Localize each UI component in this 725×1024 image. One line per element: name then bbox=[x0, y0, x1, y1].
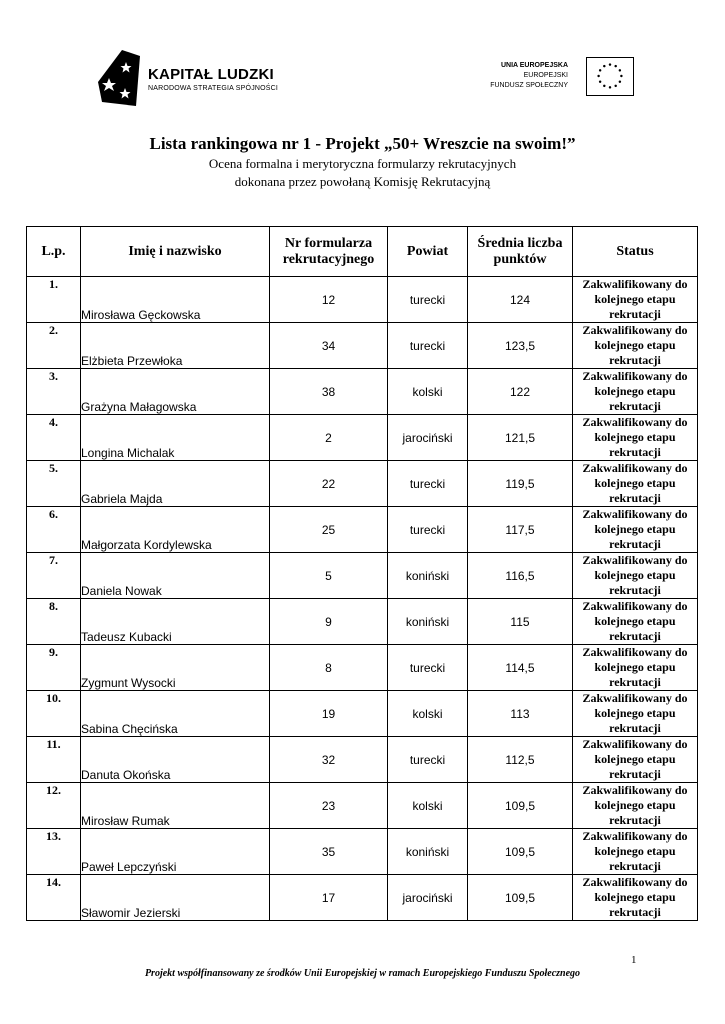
row-average-score: 119,5 bbox=[468, 461, 573, 507]
row-average-score: 109,5 bbox=[468, 875, 573, 921]
header-form-number: Nr formularza rekrutacyjnego bbox=[270, 227, 388, 277]
eu-line-1: UNIA EUROPEJSKA bbox=[500, 62, 568, 69]
row-powiat: turecki bbox=[388, 323, 468, 369]
row-name: Sławomir Jezierski bbox=[81, 875, 270, 921]
header-average-score: Średnia liczba punktów bbox=[468, 227, 573, 277]
kapital-ludzki-tagline: NARODOWA STRATEGIA SPÓJNOŚCI bbox=[148, 85, 279, 92]
row-lp: 7. bbox=[27, 553, 81, 599]
row-name: Małgorzata Kordylewska bbox=[81, 507, 270, 553]
row-lp: 10. bbox=[27, 691, 81, 737]
row-lp: 5. bbox=[27, 461, 81, 507]
eu-line-2: EUROPEJSKI bbox=[523, 72, 568, 79]
row-name: Gabriela Majda bbox=[81, 461, 270, 507]
row-powiat: koniński bbox=[388, 599, 468, 645]
row-powiat: koniński bbox=[388, 553, 468, 599]
row-powiat: koniński bbox=[388, 829, 468, 875]
row-status: Zakwalifikowany do kolejnego etapu rekrutacji bbox=[573, 553, 698, 599]
row-lp: 8. bbox=[27, 599, 81, 645]
table-row bbox=[27, 599, 698, 645]
table-row bbox=[27, 553, 698, 599]
row-average-score: 109,5 bbox=[468, 829, 573, 875]
row-status: Zakwalifikowany do kolejnego etapu rekrutacji bbox=[573, 415, 698, 461]
table-row bbox=[27, 277, 698, 323]
eu-logo-text bbox=[490, 61, 568, 91]
row-average-score: 116,5 bbox=[468, 553, 573, 599]
row-status: Zakwalifikowany do kolejnego etapu rekrutacji bbox=[573, 369, 698, 415]
row-lp: 4. bbox=[27, 415, 81, 461]
table-row bbox=[27, 691, 698, 737]
row-status: Zakwalifikowany do kolejnego etapu rekrutacji bbox=[573, 599, 698, 645]
row-status: Zakwalifikowany do kolejnego etapu rekrutacji bbox=[573, 277, 698, 323]
row-average-score: 124 bbox=[468, 277, 573, 323]
row-status: Zakwalifikowany do kolejnego etapu rekrutacji bbox=[573, 737, 698, 783]
table-row bbox=[27, 737, 698, 783]
row-form-number: 2 bbox=[270, 415, 388, 461]
table-row bbox=[27, 415, 698, 461]
row-name: Elżbieta Przewłoka bbox=[81, 323, 270, 369]
row-name: Sabina Chęcińska bbox=[81, 691, 270, 737]
row-status: Zakwalifikowany do kolejnego etapu rekrutacji bbox=[573, 691, 698, 737]
row-lp: 14. bbox=[27, 875, 81, 921]
row-average-score: 115 bbox=[468, 599, 573, 645]
row-powiat: kolski bbox=[388, 691, 468, 737]
row-average-score: 113 bbox=[468, 691, 573, 737]
row-name: Grażyna Małagowska bbox=[81, 369, 270, 415]
table-body bbox=[27, 277, 698, 921]
row-status: Zakwalifikowany do kolejnego etapu rekrutacji bbox=[573, 829, 698, 875]
row-name: Daniela Nowak bbox=[81, 553, 270, 599]
kapital-ludzki-mark-icon bbox=[96, 48, 142, 108]
row-powiat: kolski bbox=[388, 783, 468, 829]
row-average-score: 112,5 bbox=[468, 737, 573, 783]
row-form-number: 25 bbox=[270, 507, 388, 553]
table-row bbox=[27, 461, 698, 507]
table-row bbox=[27, 829, 698, 875]
row-powiat: turecki bbox=[388, 507, 468, 553]
table-row bbox=[27, 507, 698, 553]
row-lp: 3. bbox=[27, 369, 81, 415]
row-average-score: 121,5 bbox=[468, 415, 573, 461]
table-header-row bbox=[27, 227, 698, 277]
row-powiat: turecki bbox=[388, 645, 468, 691]
document-subtitle-2: dokonana przez powołaną Komisję Rekrutacyjną bbox=[234, 174, 491, 189]
ranking-table bbox=[26, 226, 698, 921]
row-name: Zygmunt Wysocki bbox=[81, 645, 270, 691]
table-row bbox=[27, 875, 698, 921]
row-form-number: 19 bbox=[270, 691, 388, 737]
row-lp: 6. bbox=[27, 507, 81, 553]
row-powiat: turecki bbox=[388, 277, 468, 323]
page-number: 1 bbox=[631, 954, 637, 966]
row-powiat: jarociński bbox=[388, 875, 468, 921]
row-lp: 12. bbox=[27, 783, 81, 829]
table-row bbox=[27, 323, 698, 369]
row-status: Zakwalifikowany do kolejnego etapu rekrutacji bbox=[573, 645, 698, 691]
eu-flag-icon bbox=[586, 57, 634, 96]
row-form-number: 34 bbox=[270, 323, 388, 369]
table-row bbox=[27, 645, 698, 691]
row-status: Zakwalifikowany do kolejnego etapu rekrutacji bbox=[573, 323, 698, 369]
eu-line-3: FUNDUSZ SPOŁECZNY bbox=[490, 82, 568, 89]
row-form-number: 22 bbox=[270, 461, 388, 507]
footer-text: Projekt współfinansowany ze środków Unii Europejskiej w ramach Europejskiego Funduszu Społecznego bbox=[144, 968, 581, 979]
row-average-score: 114,5 bbox=[468, 645, 573, 691]
row-powiat: kolski bbox=[388, 369, 468, 415]
row-powiat: turecki bbox=[388, 461, 468, 507]
row-average-score: 109,5 bbox=[468, 783, 573, 829]
row-name: Mirosława Gęckowska bbox=[81, 277, 270, 323]
row-lp: 11. bbox=[27, 737, 81, 783]
row-status: Zakwalifikowany do kolejnego etapu rekrutacji bbox=[573, 875, 698, 921]
document-subtitle-1: Ocena formalna i merytoryczna formularzy rekrutacyjnych bbox=[208, 156, 517, 171]
row-lp: 13. bbox=[27, 829, 81, 875]
row-lp: 1. bbox=[27, 277, 81, 323]
row-form-number: 8 bbox=[270, 645, 388, 691]
row-status: Zakwalifikowany do kolejnego etapu rekrutacji bbox=[573, 461, 698, 507]
row-powiat: jarociński bbox=[388, 415, 468, 461]
row-form-number: 5 bbox=[270, 553, 388, 599]
table-row bbox=[27, 783, 698, 829]
kapital-ludzki-logo bbox=[96, 48, 296, 110]
header-powiat: Powiat bbox=[388, 227, 468, 277]
row-average-score: 117,5 bbox=[468, 507, 573, 553]
row-name: Tadeusz Kubacki bbox=[81, 599, 270, 645]
row-powiat: turecki bbox=[388, 737, 468, 783]
row-form-number: 12 bbox=[270, 277, 388, 323]
row-name: Paweł Lepczyński bbox=[81, 829, 270, 875]
row-status: Zakwalifikowany do kolejnego etapu rekrutacji bbox=[573, 507, 698, 553]
header-status: Status bbox=[573, 227, 698, 277]
header-lp: L.p. bbox=[27, 227, 81, 277]
row-average-score: 123,5 bbox=[468, 323, 573, 369]
eu-logo bbox=[482, 57, 634, 101]
row-form-number: 35 bbox=[270, 829, 388, 875]
row-form-number: 32 bbox=[270, 737, 388, 783]
row-lp: 2. bbox=[27, 323, 81, 369]
row-form-number: 23 bbox=[270, 783, 388, 829]
row-form-number: 17 bbox=[270, 875, 388, 921]
row-name: Longina Michalak bbox=[81, 415, 270, 461]
kapital-ludzki-name: KAPITAŁ LUDZKI bbox=[148, 66, 274, 83]
row-form-number: 9 bbox=[270, 599, 388, 645]
row-average-score: 122 bbox=[468, 369, 573, 415]
row-form-number: 38 bbox=[270, 369, 388, 415]
row-name: Mirosław Rumak bbox=[81, 783, 270, 829]
table-row bbox=[27, 369, 698, 415]
row-lp: 9. bbox=[27, 645, 81, 691]
row-status: Zakwalifikowany do kolejnego etapu rekrutacji bbox=[573, 783, 698, 829]
document-title: Lista rankingowa nr 1 - Projekt „50+ Wreszcie na swoim!” bbox=[149, 134, 576, 153]
header-name: Imię i nazwisko bbox=[81, 227, 270, 277]
row-name: Danuta Okońska bbox=[81, 737, 270, 783]
